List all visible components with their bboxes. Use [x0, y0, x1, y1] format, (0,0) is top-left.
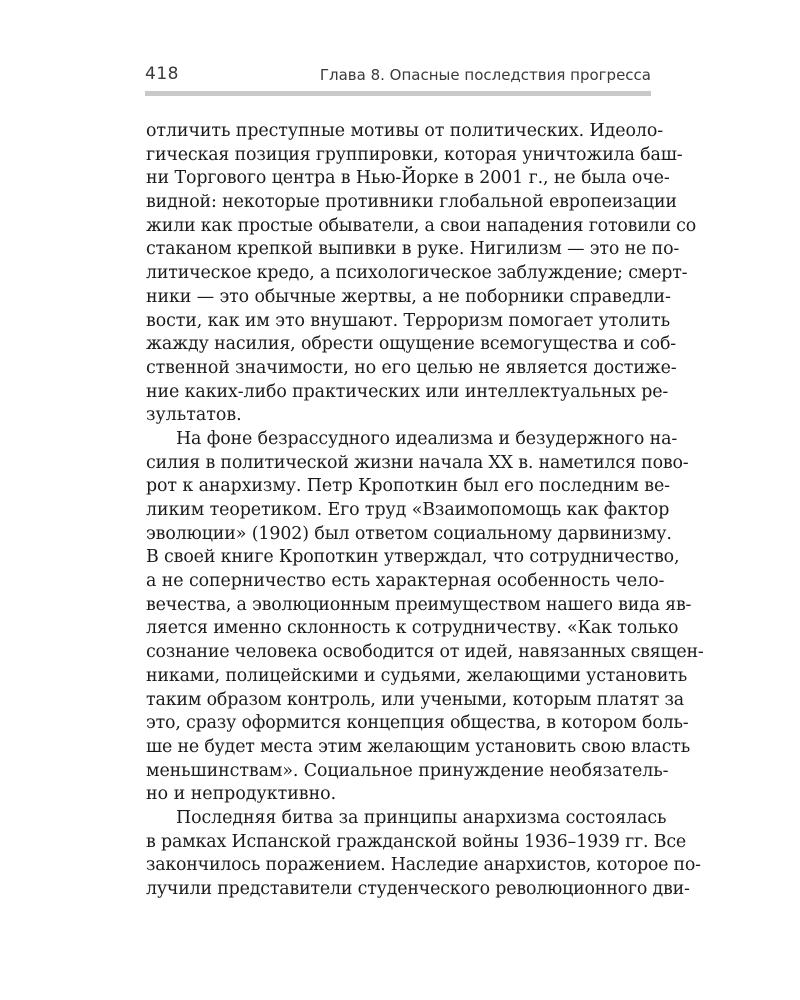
- text-line: в рамках Испанской гражданской войны 1936–1939 гг. Все: [146, 831, 687, 852]
- header-rule: [145, 91, 651, 96]
- text-line: На фоне безрассудного идеализма и безудержного на-: [176, 428, 678, 449]
- text-line: лучили представители студенческого революционного дви-: [146, 879, 690, 899]
- text-line: рот к анархизму. Петр Кропоткин был его последним ве-: [146, 476, 670, 497]
- text-line: вости, как им это внушают. Терроризм помогает утолить: [146, 310, 671, 331]
- text-line: жили как простые обыватели, а свои нападения готовили со: [146, 215, 696, 236]
- text-line: Последняя битва за принципы анархизма состоялась: [176, 807, 667, 828]
- text-line: меньшинствам». Социальное принуждение необязатель-: [146, 760, 669, 781]
- text-line: сознание человека освободится от идей, навязанных священ-: [146, 642, 704, 663]
- text-line: ликим теоретиком. Его труд «Взаимопомощь как фактор: [146, 500, 670, 520]
- text-line: ни Торгового центра в Нью-Йорке в 2001 г., не была оче-: [146, 168, 670, 189]
- text-line: ше не будет места этим желающим установить свою власть: [146, 736, 690, 757]
- text-line: гическая позиция группировки, которая уничтожила баш-: [146, 144, 683, 165]
- page-number: 418: [145, 64, 179, 84]
- text-line: зультатов.: [146, 405, 242, 426]
- text-line: это, сразу оформится концепция общества, в котором боль-: [146, 713, 689, 734]
- text-line: жажду насилия, обрести ощущение всемогущества и соб-: [146, 334, 677, 355]
- running-head: [145, 64, 651, 88]
- text-line: стаканом крепкой выпивки в руке. Нигилизм — это не по-: [146, 239, 680, 260]
- text-line: ственной значимости, но его целью не является достиже-: [146, 357, 677, 378]
- text-line: В своей книге Кропоткин утверждал, что сотрудничество,: [146, 547, 680, 568]
- text-line: видной: некоторые противники глобальной европеизации: [146, 192, 677, 213]
- text-line: таким образом контроль, или учеными, которым платят за: [146, 689, 685, 710]
- text-line: эволюции» (1902) был ответом социальному дарвинизму.: [146, 523, 672, 544]
- text-line: ние каких-либо практических или интеллектуальных ре-: [146, 381, 669, 402]
- body-text: [146, 120, 704, 902]
- text-line: закончилось поражением. Наследие анархистов, которое по-: [146, 855, 701, 876]
- text-line: силия в политической жизни начала XX в. наметился пово-: [146, 452, 689, 473]
- text-line: ляется именно склонность к сотрудничеству. «Как только: [146, 618, 679, 639]
- chapter-title: Глава 8. Опасные последствия прогресса: [319, 66, 651, 84]
- text-line: никами, полицейскими и судьями, желающими установить: [146, 665, 688, 686]
- text-line: а не соперничество есть характерная особенность чело-: [146, 571, 665, 592]
- text-line: вечества, а эволюционным преимуществом нашего вида яв-: [146, 594, 692, 615]
- text-line: отличить преступные мотивы от политических. Идеоло-: [146, 121, 664, 141]
- text-line: но и непродуктивно.: [146, 784, 337, 805]
- text-line: литическое кредо, а психологическое заблуждение; смерт-: [146, 263, 688, 284]
- text-line: ники — это обычные жертвы, а не поборники справедли-: [146, 286, 671, 307]
